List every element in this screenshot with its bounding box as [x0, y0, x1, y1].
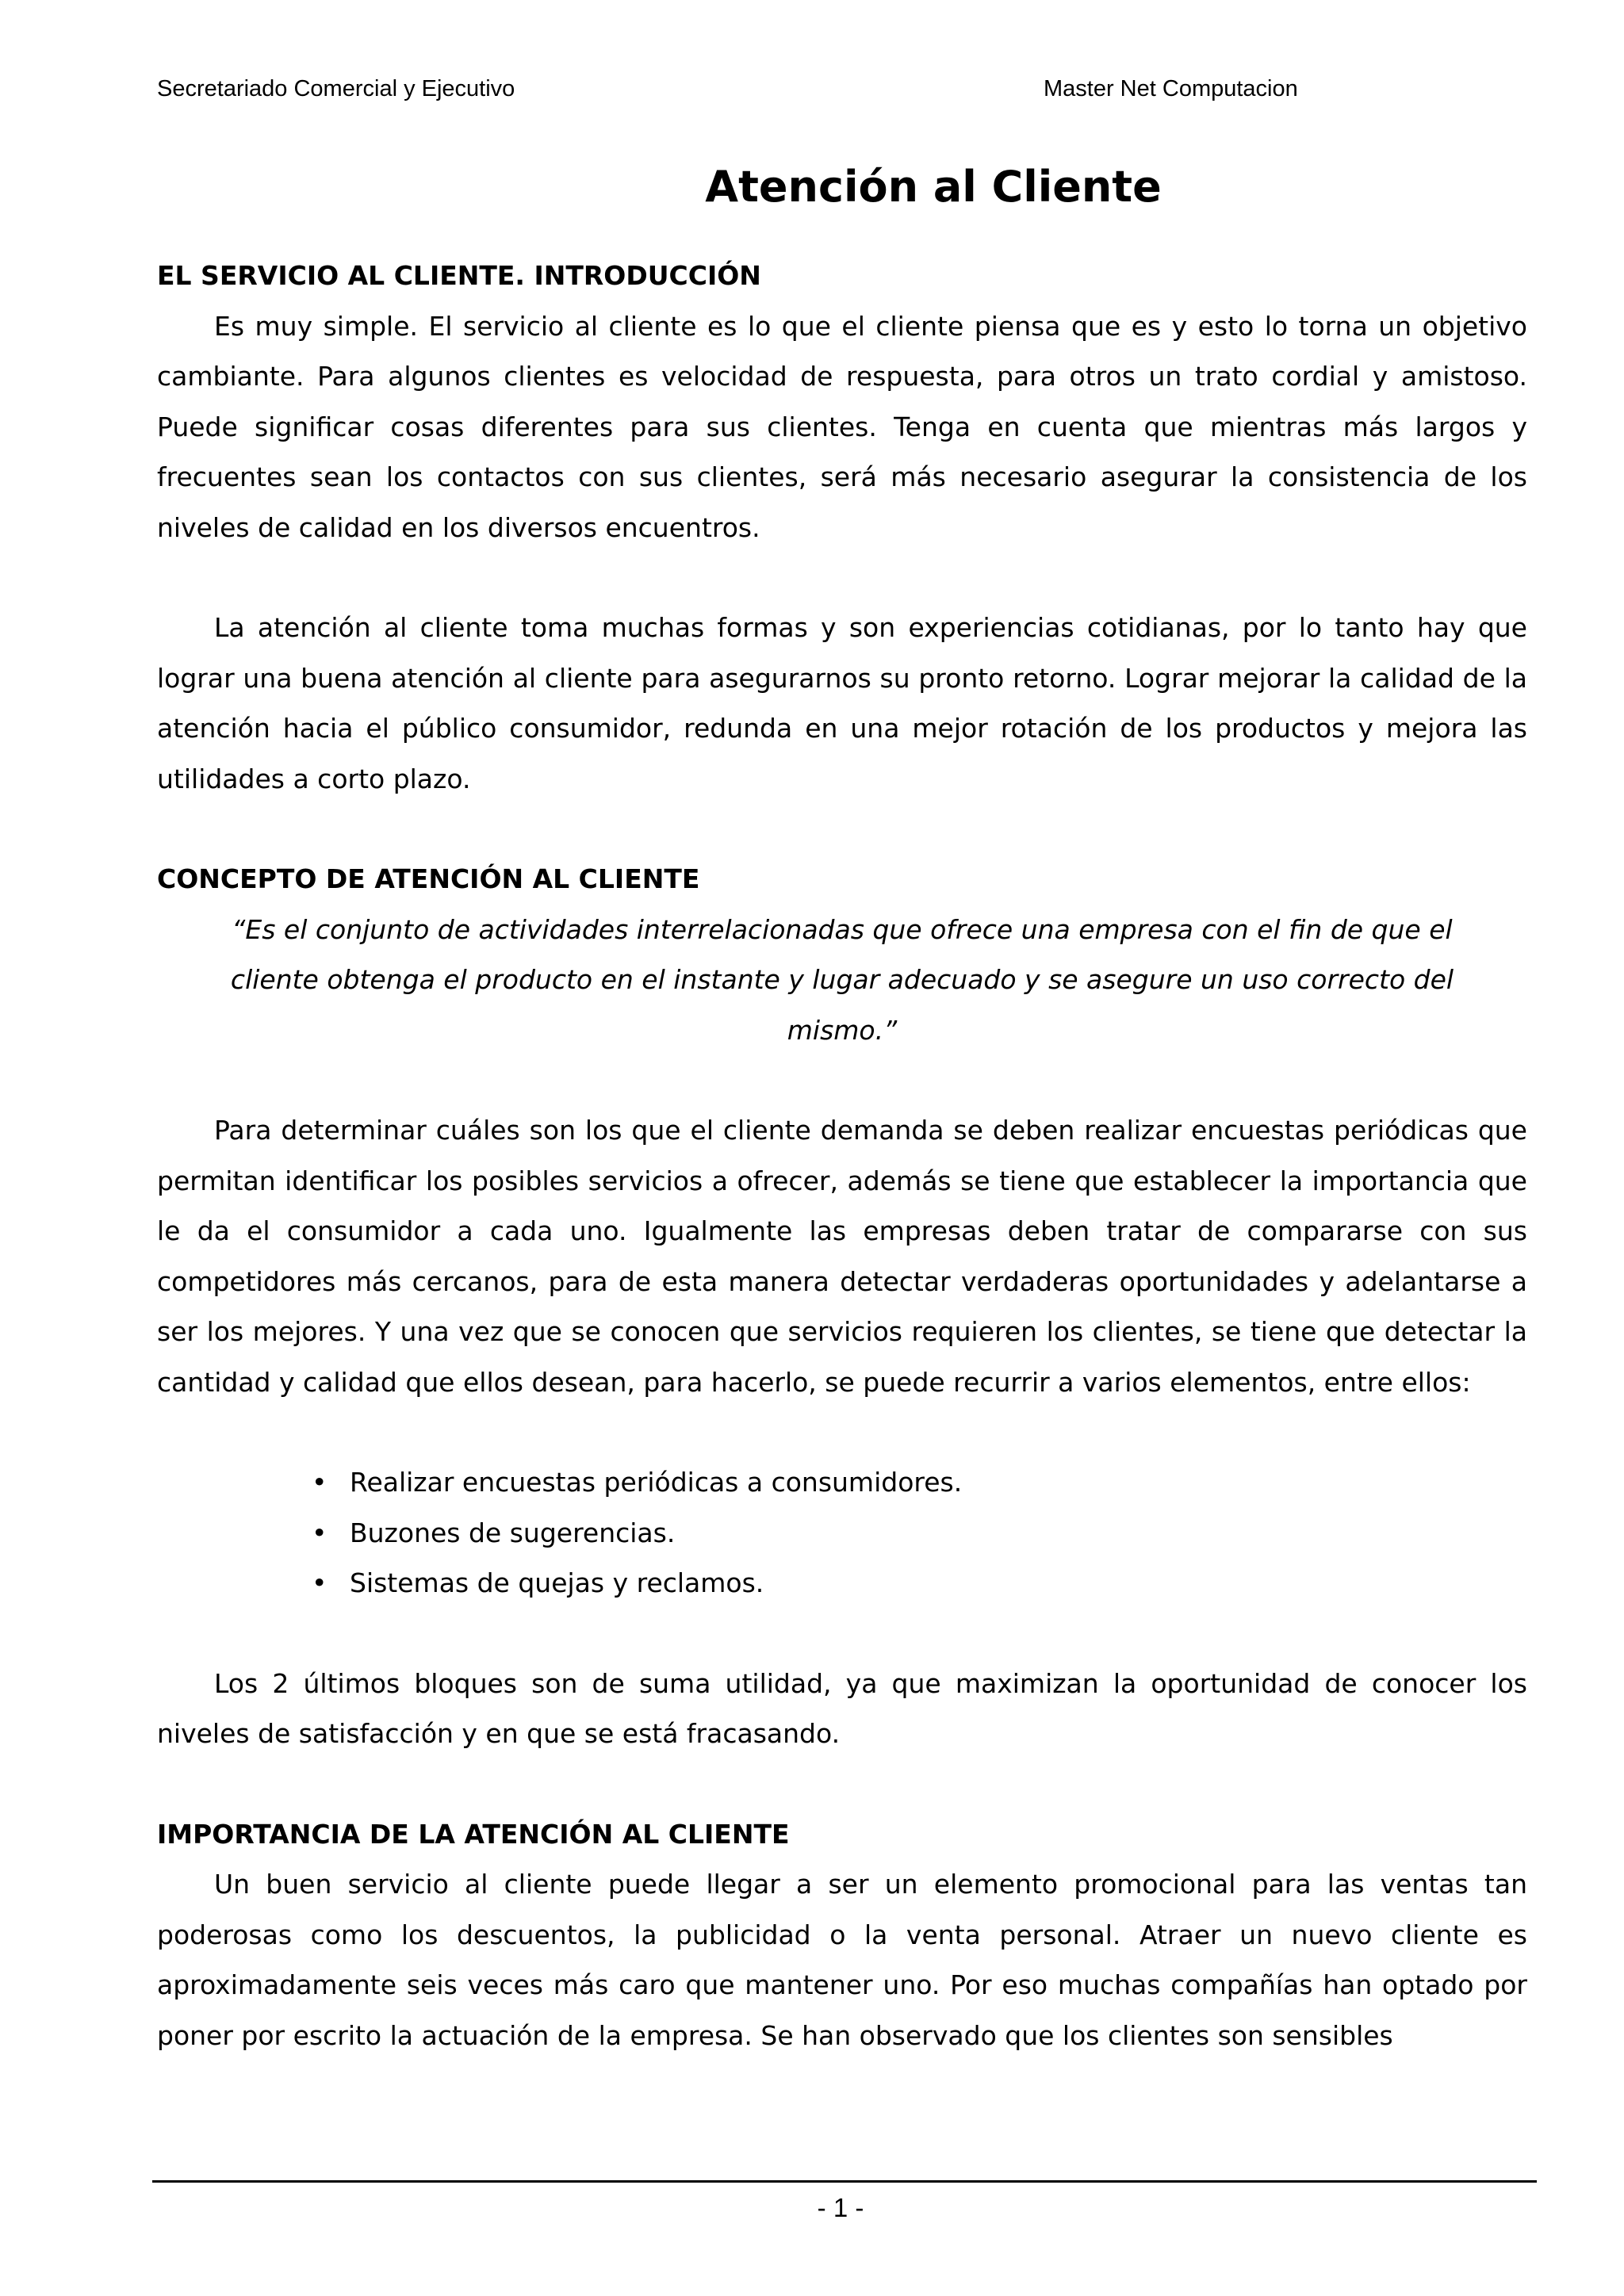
footer-divider	[152, 2180, 1537, 2183]
list-item-text: Sistemas de quejas y reclamos.	[350, 1567, 764, 1598]
definition-quote: “Es el conjunto de actividades interrelacionadas que ofrece una empresa con el fin de que el cliente obtenga el producto en el instante y lugar adecuado y se asegure un uso correcto del mismo.”	[230, 913, 1454, 1046]
bullet-icon: •	[312, 1517, 327, 1548]
page-number: - 1 -	[817, 2193, 864, 2222]
list-item	[312, 1457, 1527, 1508]
methods-list	[157, 1457, 1527, 1609]
list-item	[312, 1558, 1527, 1609]
document-title: Atención al Cliente	[705, 162, 1162, 212]
paragraph-intro-2: La atención al cliente toma muchas formas y son experiencias cotidianas, por lo tanto hay que lograr una buena atención al cliente para asegurarnos su pronto retorno. Lograr mejorar la calidad de la atención hacia el público consumidor, redunda en una mejor rotación de los productos y mejora las utilidades a corto plazo.	[157, 612, 1527, 794]
header-course-title: Secretariado Comercial y Ejecutivo	[157, 76, 515, 101]
document-body	[157, 157, 1527, 2061]
spacer	[157, 1609, 1527, 1659]
page-header	[157, 76, 1323, 108]
spacer	[157, 1759, 1527, 1809]
paragraph-importance-1: Un buen servicio al cliente puede llegar a ser un elemento promocional para las ventas tan poderosas como los descuentos, la publicidad o la venta personal. Atraer un nuevo cliente es aproximadamente seis veces más caro que mantener uno. Por eso muchas compañías han optado por poner por escrito la actuación de la empresa. Se han observado que los clientes son sensibles	[157, 1869, 1527, 2051]
spacer	[157, 1407, 1527, 1457]
bullet-icon: •	[312, 1467, 327, 1498]
paragraph-concept-2: Los 2 últimos bloques son de suma utilidad, ya que maximizan la oportunidad de conocer los niveles de satisfacción y en que se está fracasando.	[157, 1667, 1527, 1749]
bullet-icon: •	[312, 1567, 327, 1598]
list-item	[312, 1508, 1527, 1559]
section-heading-intro: EL SERVICIO AL CLIENTE. INTRODUCCIÓN	[157, 260, 761, 291]
spacer	[157, 1055, 1527, 1105]
spacer	[157, 553, 1527, 603]
spacer	[157, 804, 1527, 854]
list-item-text: Realizar encuestas periódicas a consumidores.	[350, 1467, 963, 1498]
section-heading-concept: CONCEPTO DE ATENCIÓN AL CLIENTE	[157, 863, 700, 894]
list-item-text: Buzones de sugerencias.	[350, 1517, 676, 1548]
paragraph-intro-1: Es muy simple. El servicio al cliente es lo que el cliente piensa que es y esto lo torna un objetivo cambiante. Para algunos clientes es velocidad de respuesta, para otros un trato cordial y amistoso. Puede significar cosas diferentes para sus clientes. Tenga en cuenta que mientras más largos y frecuentes sean los contactos con sus clientes, será más necesario asegurar la consistencia de los niveles de calidad en los diversos encuentros.	[157, 310, 1527, 543]
paragraph-concept-1: Para determinar cuáles son los que el cliente demanda se deben realizar encuestas periódicas que permitan identificar los posibles servicios a ofrecer, además se tiene que establecer la importancia que le da el consumidor a cada uno. Igualmente las empresas deben tratar de compararse con sus competidores más cercanos, para de esta manera detectar verdaderas oportunidades y adelantarse a ser los mejores. Y una vez que se conocen que servicios requieren los clientes, se tiene que detectar la cantidad y calidad que ellos desean, para hacerlo, se puede recurrir a varios elementos, entre ellos:	[157, 1115, 1527, 1398]
section-heading-importance: IMPORTANCIA DE LA ATENCIÓN AL CLIENTE	[157, 1818, 790, 1850]
header-institution: Master Net Computacion	[1044, 76, 1298, 101]
